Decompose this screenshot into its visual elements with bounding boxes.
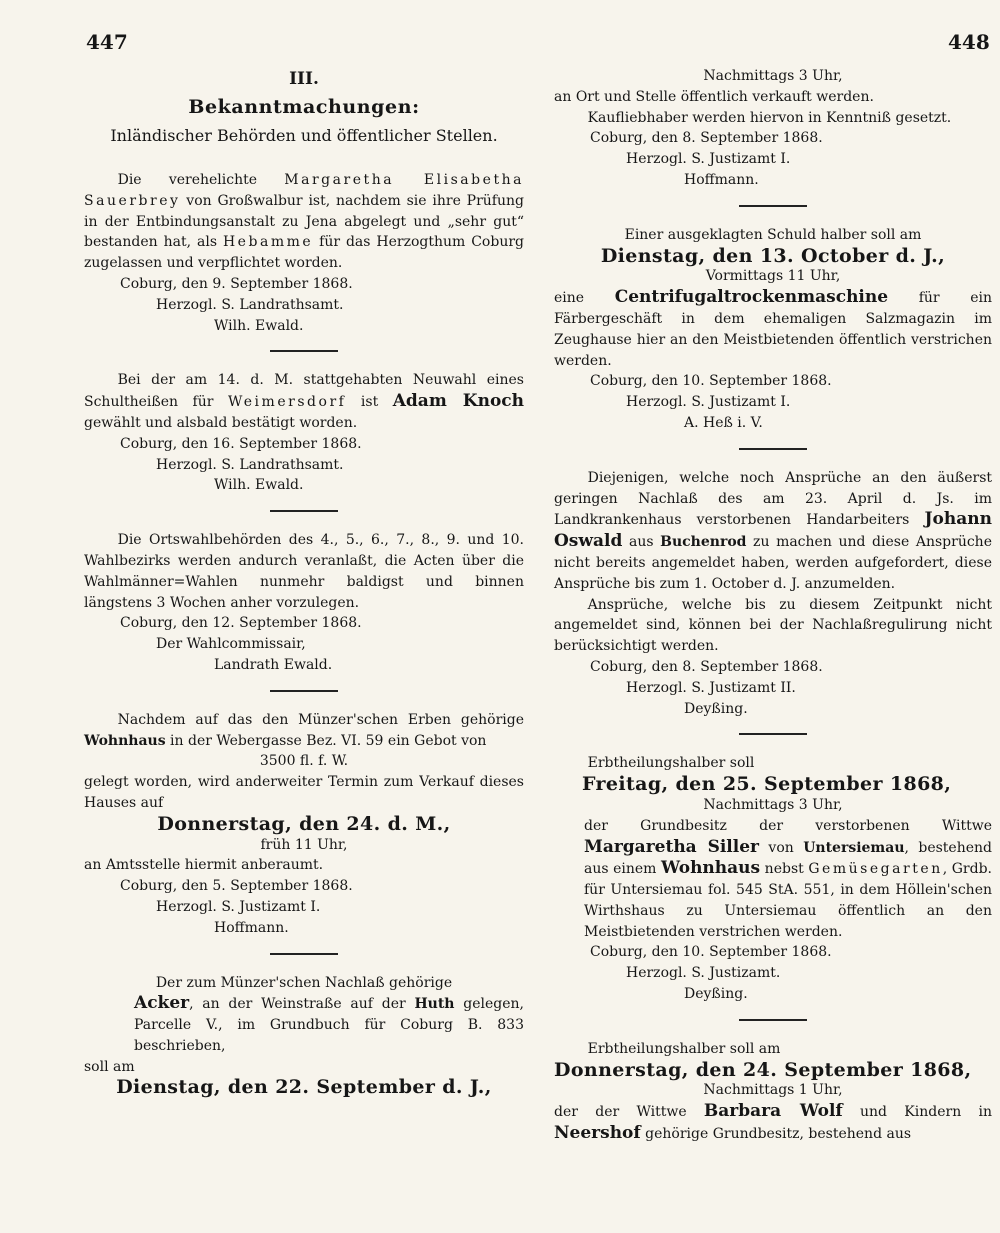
notice-text: Erbtheilungshalber soll bbox=[587, 755, 755, 772]
divider bbox=[270, 953, 338, 955]
notice-text: Acker, an der Weinstraße auf der Huth gelegen, Parcelle V., im Grundbuch für Coburg B. 833 beschrieben, bbox=[134, 993, 524, 1054]
notice-signature: Wilh. Ewald. bbox=[214, 477, 304, 494]
notice-text: Der zum Münzer'schen Nachlaß gehörige bbox=[155, 974, 453, 991]
notice-text: soll am bbox=[84, 1058, 135, 1075]
notice-text: Die Ortswahlbehörden des 4., 5., 6., 7., 8., 9. und 10. Wahlbezirks werden andurch veranlaßt, die Acten über die Wahlmänner=Wahlen nunmehr baldigst und binnen längstens 3 Wochen anher vorzulegen. bbox=[84, 532, 524, 611]
notice-schultheiss bbox=[84, 370, 524, 496]
notice-date: Dienstag, den 22. September d. J., bbox=[116, 1076, 492, 1099]
notice-date: Dienstag, den 13. October d. J., bbox=[600, 244, 946, 267]
notice-text: Erbtheilungshalber soll am bbox=[587, 1040, 781, 1057]
notice-text: der der Wittwe Barbara Wolf und Kindern in Neershof gehörige Grundbesitz, bestehend aus bbox=[554, 1101, 993, 1144]
notice-authority: Herzogl. S. Landrathsamt. bbox=[156, 296, 344, 313]
notice-place-date: Coburg, den 8. September 1868. bbox=[590, 658, 823, 675]
notice-text: an Amtsstelle hiermit anberaumt. bbox=[84, 857, 324, 874]
divider bbox=[270, 690, 338, 692]
divider bbox=[270, 350, 338, 352]
notice-place-date: Coburg, den 5. September 1868. bbox=[120, 878, 353, 895]
notice-centrifuge bbox=[554, 225, 992, 434]
notice-wolf bbox=[554, 1039, 992, 1145]
notice-signature: Wilh. Ewald. bbox=[214, 317, 304, 334]
section-numeral: III. bbox=[289, 69, 319, 89]
notice-text: eine Centrifugaltrockenmaschine für ein Färbergeschäft in dem ehemaligen Salzmagazin im Zeughause hier an den Meistbietenden öffentlich verstrichen werden. bbox=[554, 287, 992, 369]
notice-time: Nachmittags 3 Uhr, bbox=[703, 796, 843, 813]
divider bbox=[739, 1019, 807, 1021]
notice-authority: Herzogl. S. Justizamt I. bbox=[626, 151, 791, 168]
notice-authority: Der Wahlcommissair, bbox=[156, 636, 306, 653]
notice-text: Einer ausgeklagten Schuld halber soll am bbox=[624, 226, 922, 243]
notice-date: Donnerstag, den 24. September 1868, bbox=[554, 1058, 972, 1081]
notice-place-date: Coburg, den 12. September 1868. bbox=[120, 615, 362, 632]
notice-time: Vormittags 11 Uhr, bbox=[705, 268, 841, 285]
divider bbox=[270, 510, 338, 512]
notice-text: Nachdem auf das den Münzer'schen Erben gehörige Wohnhaus in der Webergasse Bez. VI. 59 ein Gebot von bbox=[84, 711, 524, 749]
notice-midwife bbox=[84, 170, 524, 336]
section-heading: Bekanntmachungen: bbox=[188, 96, 420, 118]
notice-signature: Deyßing. bbox=[684, 700, 748, 717]
notice-place-date: Coburg, den 10. September 1868. bbox=[590, 944, 832, 961]
notice-signature: Hoffmann. bbox=[214, 919, 289, 936]
notice-acker-continued bbox=[554, 66, 992, 191]
notice-text: Ansprüche, welche bis zu diesem Zeitpunkt nicht angemeldet sind, können bei der Nachlaßregulirung nicht berücksichtigt werden. bbox=[554, 596, 992, 655]
notice-place-date: Coburg, den 9. September 1868. bbox=[120, 275, 353, 292]
notice-siller bbox=[554, 753, 992, 1005]
page-number-right: 448 bbox=[948, 30, 990, 54]
notice-text: Kaufliebhaber werden hiervon in Kenntniß gesetzt. bbox=[587, 109, 952, 126]
notice-authority: Herzogl. S. Landrathsamt. bbox=[156, 456, 344, 473]
notice-date: Donnerstag, den 24. d. M., bbox=[157, 812, 451, 835]
notice-date: Freitag, den 25. September 1868, bbox=[582, 773, 952, 796]
notice-wahl bbox=[84, 530, 524, 676]
divider bbox=[739, 448, 807, 450]
section-subheading: Inländischer Behörden und öffentlicher Stellen. bbox=[110, 126, 498, 145]
left-column bbox=[84, 66, 524, 1098]
notice-time: Nachmittags 1 Uhr, bbox=[703, 1082, 843, 1099]
notice-text: an Ort und Stelle öffentlich verkauft werden. bbox=[554, 88, 874, 105]
notice-text: Diejenigen, welche noch Ansprüche an den äußerst geringen Nachlaß des am 23. April d. Js. im Landkrankenhaus verstorbenen Handarbeiters Johann Oswald aus Buchenrod zu machen und diese Ansprüche nicht bereits angemeldet haben, werden aufgefordert, diese Ansprüche bis zum 1. October d. J. anzumelden. bbox=[554, 469, 992, 592]
notice-signature: Hoffmann. bbox=[684, 171, 759, 188]
notice-text: gelegt worden, wird anderweiter Termin zum Verkauf dieses Hauses auf bbox=[84, 774, 524, 811]
notice-text: der Grundbesitz der verstorbenen Wittwe Margaretha Siller von Untersiemau, bestehend aus einem Wohnhaus nebst Gemüsegarten, Grdb. für Untersiemau fol. 545 StA. 551, in dem Höllein'schen Wirthshaus zu Untersiemau öffentlich an den Meistbietenden verstrichen werden. bbox=[584, 817, 993, 940]
notice-signature: Landrath Ewald. bbox=[214, 656, 333, 673]
page-number-left: 447 bbox=[86, 30, 128, 54]
notice-authority: Herzogl. S. Justizamt I. bbox=[156, 898, 321, 915]
notice-signature: Deyßing. bbox=[684, 986, 748, 1003]
notice-authority: Herzogl. S. Justizamt I. bbox=[626, 394, 791, 411]
notice-acker bbox=[84, 973, 524, 1099]
notice-place-date: Coburg, den 8. September 1868. bbox=[590, 130, 823, 147]
notice-text: Die verehelichte Margaretha Elisabetha Sauerbrey von Großwalbur ist, nachdem sie ihre Prüfung in der Entbindungsanstalt zu Jena abgelegt und „sehr gut“ bestanden hat, als Hebamme für das Herzogthum Coburg zugelassen und verpflichtet worden. bbox=[84, 172, 524, 272]
notice-place-date: Coburg, den 10. September 1868. bbox=[590, 373, 832, 390]
notice-place-date: Coburg, den 16. September 1868. bbox=[120, 435, 362, 452]
notice-time: früh 11 Uhr, bbox=[260, 836, 348, 853]
divider bbox=[739, 205, 807, 207]
notice-amount: 3500 fl. f. W. bbox=[259, 753, 349, 770]
divider bbox=[739, 733, 807, 735]
notice-text: Bei der am 14. d. M. stattgehabten Neuwahl eines Schultheißen für Weimersdorf ist Adam Knoch gewählt und alsbald bestätigt worden. bbox=[84, 372, 524, 431]
notice-signature: A. Heß i. V. bbox=[684, 414, 763, 431]
notice-authority: Herzogl. S. Justizamt II. bbox=[626, 679, 796, 696]
notice-wohnhaus bbox=[84, 710, 524, 939]
right-column bbox=[554, 66, 992, 1145]
notice-authority: Herzogl. S. Justizamt. bbox=[626, 965, 781, 982]
notice-time: Nachmittags 3 Uhr, bbox=[703, 68, 843, 84]
notice-nachlass bbox=[554, 468, 992, 720]
